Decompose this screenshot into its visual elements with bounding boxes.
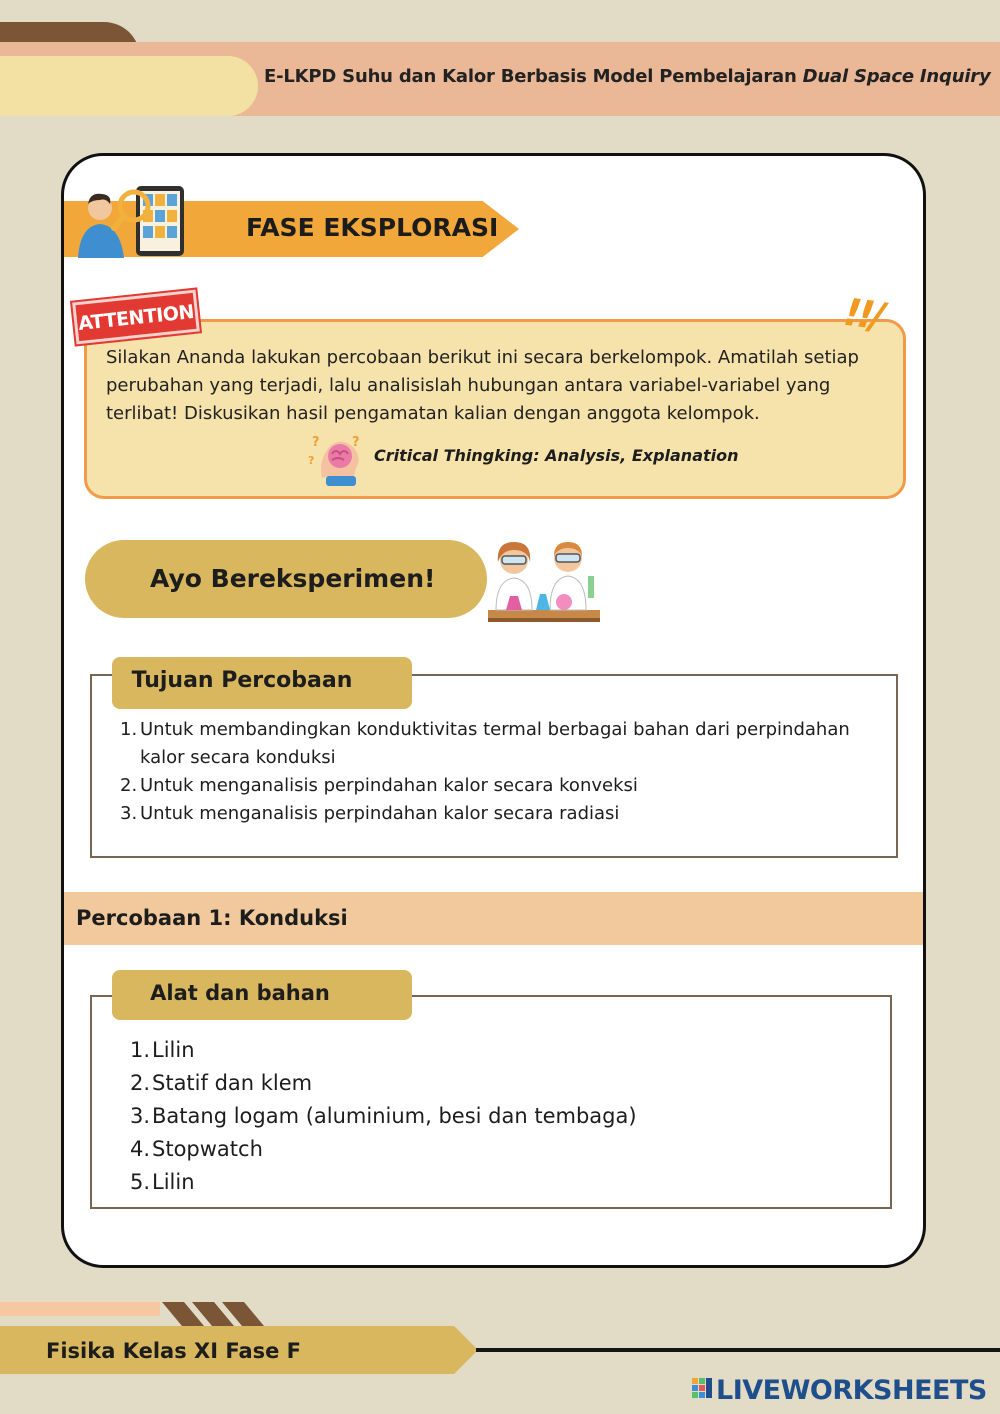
page-header-title xyxy=(264,66,991,87)
liveworksheets-brand: LIVEWORKSHEETS xyxy=(716,1374,987,1406)
tujuan-title: Tujuan Percobaan xyxy=(131,668,353,693)
alat-bahan-title: Alat dan bahan xyxy=(150,981,330,1005)
item-number: 3. xyxy=(130,1104,151,1128)
footer-label: Fisika Kelas XI Fase F xyxy=(46,1339,302,1363)
item-text: Batang logam (aluminium, besi dan tembaga) xyxy=(152,1104,637,1128)
percobaan-title: Percobaan 1: Konduksi xyxy=(76,906,348,930)
attention-instructions: Silakan Ananda lakukan percobaan berikut ini secara berkelompok. Amatilah setiap perubahan yang terjadi, lalu analisislah hubungan antara variabel-variabel yang terlibat! Diskusikan hasil pengamatan kalian dengan anggota kelompok. xyxy=(106,347,859,424)
list-item xyxy=(120,716,860,772)
tujuan-list xyxy=(120,716,860,828)
fase-title: FASE EKSPLORASI xyxy=(246,213,499,242)
list-item xyxy=(130,1100,830,1133)
footer-peach-accent xyxy=(0,1302,160,1316)
researcher-icon xyxy=(76,186,186,258)
item-text: Untuk membandingkan konduktivitas termal berbagai bahan dari perpindahan kalor secara konduksi xyxy=(140,719,850,768)
item-number: 4. xyxy=(130,1137,151,1161)
item-text: Lilin xyxy=(152,1038,195,1062)
svg-text:?: ? xyxy=(312,435,320,450)
list-item xyxy=(130,1166,830,1199)
item-number: 2. xyxy=(120,775,138,796)
worksheet-card xyxy=(61,153,926,1268)
header-title-italic: Dual Space Inquiry xyxy=(802,66,991,87)
liveworksheets-logo[interactable] xyxy=(692,1372,987,1408)
item-number: 1. xyxy=(130,1038,151,1062)
list-item xyxy=(130,1034,830,1067)
item-text: Untuk menganalisis perpindahan kalor secara radiasi xyxy=(140,803,620,824)
item-text: Untuk menganalisis perpindahan kalor secara konveksi xyxy=(140,775,638,796)
attention-stamp: ATTENTION xyxy=(72,290,200,345)
footer-stripes-icon xyxy=(162,1302,272,1326)
item-number: 2. xyxy=(130,1071,151,1095)
svg-text:?: ? xyxy=(352,435,360,450)
item-number: 3. xyxy=(120,803,138,824)
list-item xyxy=(120,800,860,828)
list-item xyxy=(130,1133,830,1166)
footer-divider xyxy=(476,1348,1000,1352)
scientists-illustration-icon xyxy=(484,536,604,626)
ayo-bereksperimen-label: Ayo Bereksperimen! xyxy=(150,564,436,593)
critical-thinking-skill: Critical Thingking: Analysis, Explanation xyxy=(374,446,739,465)
list-item xyxy=(120,772,860,800)
item-text: Lilin xyxy=(152,1170,195,1194)
brain-thinking-icon xyxy=(308,432,368,488)
exclamation-marks: !!/ xyxy=(841,289,884,339)
liveworksheets-mark-icon xyxy=(692,1378,714,1402)
item-number: 5. xyxy=(130,1170,151,1194)
alat-bahan-list xyxy=(130,1034,830,1199)
item-number: 1. xyxy=(120,719,138,740)
header-yellow-accent xyxy=(0,56,258,116)
header-title-normal: E-LKPD Suhu dan Kalor Berbasis Model Pembelajaran xyxy=(264,66,803,87)
item-text: Stopwatch xyxy=(152,1137,263,1161)
svg-text:?: ? xyxy=(308,454,315,467)
list-item xyxy=(130,1067,830,1100)
item-text: Statif dan klem xyxy=(152,1071,313,1095)
